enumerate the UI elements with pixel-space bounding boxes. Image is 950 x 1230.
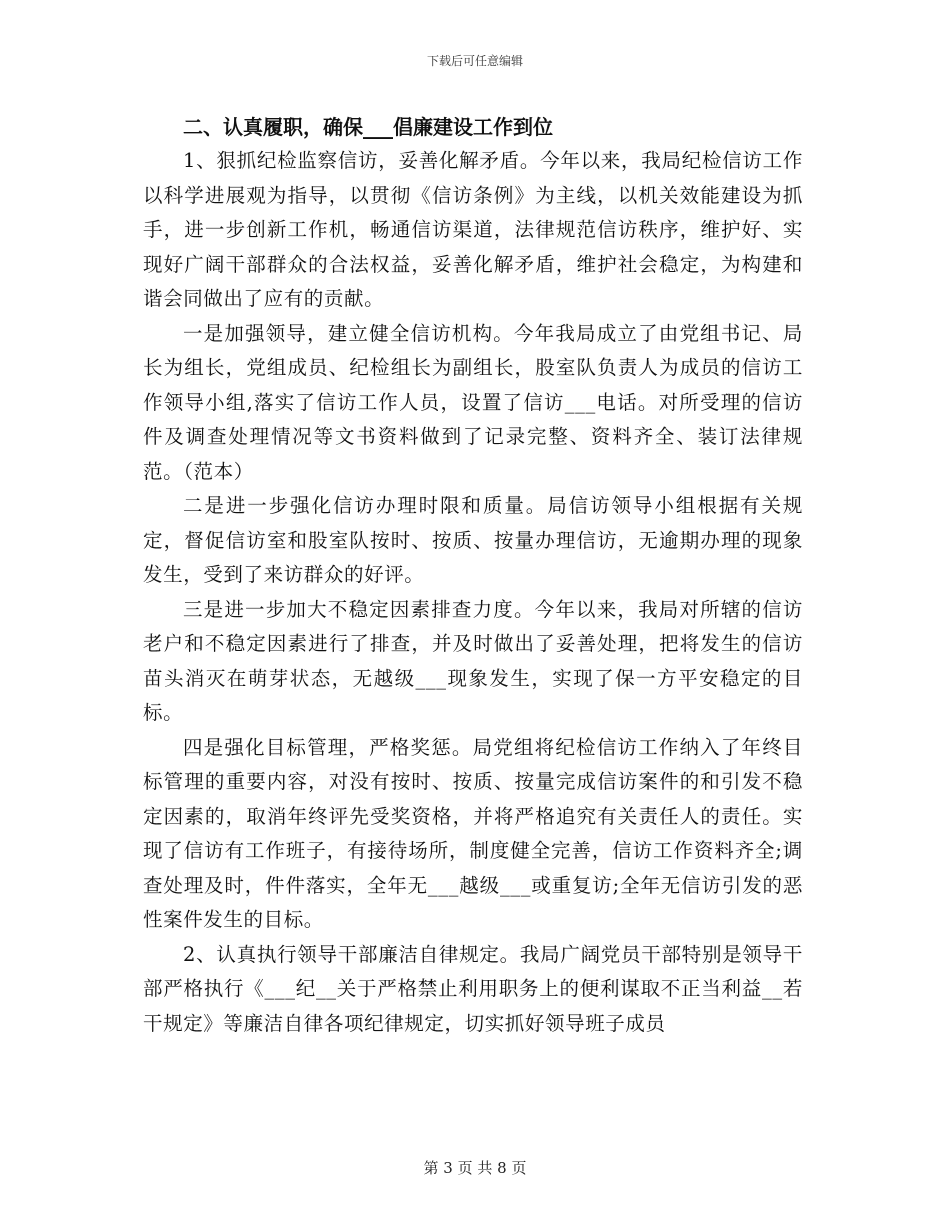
paragraph-5: 四是强化目标管理，严格奖惩。局党组将纪检信访工作纳入了年终目标管理的重要内容，对没有按时、按质、按量完成信访案件的和引发不稳定因素的，取消年终评先受奖资格，并将严格追究有关责任人的责任。实现了信访有工作班子，有接待场所，制度健全完善，信访工作资料齐全;调查处理及时，件件落实，全年无___越级___或重复访;全年无信访引发的恶性案件发生的目标。 [143,735,803,931]
paragraph-6: 2、认真执行领导干部廉洁自律规定。我局广阔党员干部特别是领导干部严格执行《___纪__关于严格禁止利用职务上的便利谋取不正当利益__若干规定》等廉洁自律各项纪律规定，切实抓好领导班子成员 [143,942,803,1035]
document-body [143,110,803,1041]
paragraph-4: 三是进一步加大不稳定因素排查力度。今年以来，我局对所辖的信访老户和不稳定因素进行了排查，并及时做出了妥善处理，把将发生的信访苗头消灭在萌芽状态，无越级___现象发生，实现了保一方平安稳定的目标。 [143,597,803,724]
paragraph-1: 1、狠抓纪检监察信访，妥善化解矛盾。今年以来，我局纪检信访工作以科学进展观为指导，以贯彻《信访条例》为主线，以机关效能建设为抓手，进一步创新工作机，畅通信访渠道，法律规范信访秩序，维护好、实现好广阔干部群众的合法权益，妥善化解矛盾，维护社会稳定，为构建和谐会同做出了应有的贡献。 [143,149,803,310]
page-number-footer: 第 3 页 共 8 页 [423,1159,527,1177]
page-header-note: 下载后可任意编辑 [426,54,523,68]
paragraph-3: 二是进一步强化信访办理时限和质量。局信访领导小组根据有关规定，督促信访室和股室队按时、按质、按量办理信访，无逾期办理的现象发生，受到了来访群众的好评。 [143,494,803,586]
section-heading: 二、认真履职，确保___倡廉建设工作到位 [183,115,553,139]
paragraph-2: 一是加强领导，建立健全信访机构。今年我局成立了由党组书记、局长为组长，党组成员、纪检组长为副组长，股室队负责人为成员的信访工作领导小组,落实了信访工作人员，设置了信访___电话。对所受理的信访件及调查处理情况等文书资料做到了记录完整、资料齐全、装订法律规范。（范本） [143,321,803,483]
